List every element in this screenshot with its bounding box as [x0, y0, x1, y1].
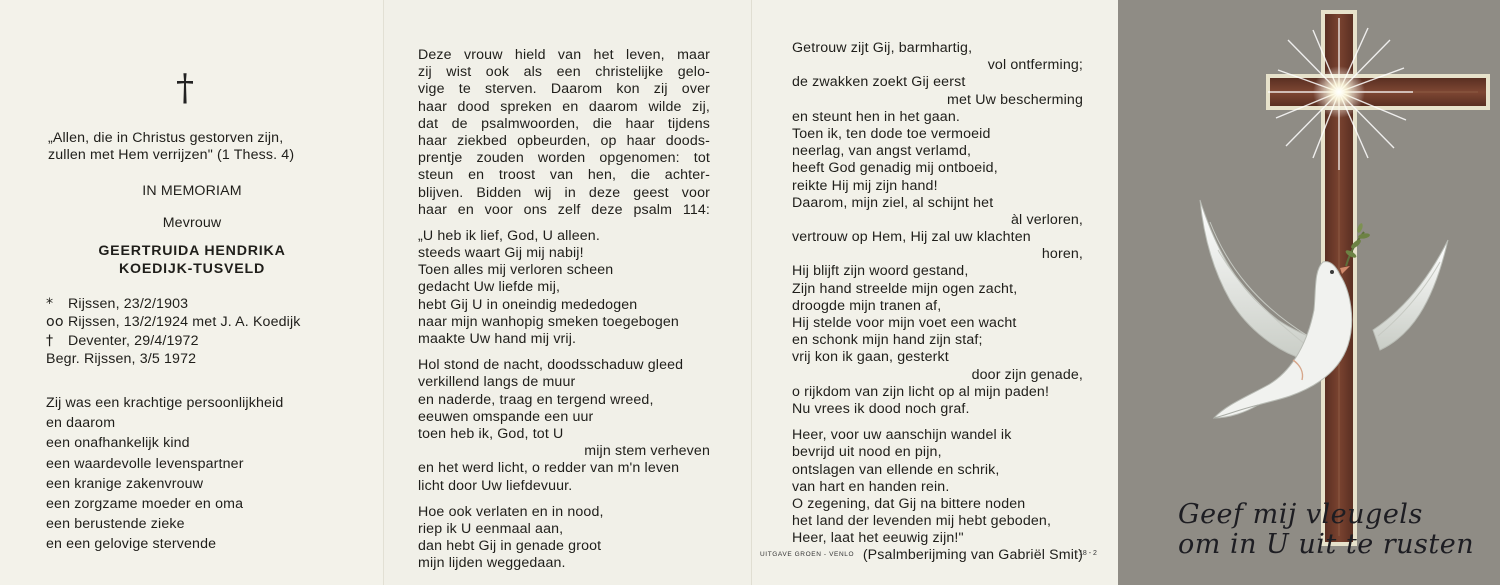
text-line: hebt Gij U in oneindig mededogen [418, 296, 638, 313]
text-line: dan hebt Gij in genade groot [418, 538, 602, 555]
cross-symbol: † [176, 68, 194, 109]
text-line: Hoe ook verlaten en in nood, [418, 503, 604, 520]
cover-caption [1178, 500, 1474, 560]
text-line: steeds waart Gij mij nabij! [418, 245, 584, 262]
text-line: maakte Uw hand mij vrij. [418, 331, 577, 347]
text-line: prentje zouden worden opgenomen: tot [418, 150, 710, 167]
death-date: Deventer, 29/4/1972 [68, 332, 199, 349]
tribute-line: Zij was een krachtige persoonlijkheid [46, 395, 284, 411]
salutation: Mevrouw [162, 215, 222, 231]
text-line: ontslagen van ellende en schrik, [792, 461, 1000, 478]
text-line: haar dood spreken en daarom wilde zij, [418, 98, 710, 115]
text-line: en schonk mijn hand zijn staf; [792, 332, 983, 349]
tribute-text [46, 393, 283, 555]
text-line: Zijn hand streelde mijn ogen zacht, [792, 280, 1018, 297]
text-line: Hol stond de nacht, doodsschaduw gleed [418, 357, 684, 374]
text-line: haar ziekbed opbeurden, op haar doods- [418, 132, 710, 149]
text-line: Heer, voor uw aanschijn wandel ik [792, 427, 1012, 444]
marriage-symbol-icon: oo [46, 314, 64, 331]
text-line: neerlag, van angst verlamd, [792, 143, 972, 160]
text-line: gedacht Uw liefde mij, [418, 279, 561, 296]
text-line: van hart en handen rein. [792, 478, 950, 495]
text-line: bevrijd uit nood en pijn, [792, 444, 942, 461]
tribute-line: een zorgzame moeder en oma [46, 496, 244, 513]
marriage-date: Rijssen, 13/2/1924 met J. A. Koedijk [68, 314, 301, 331]
text-line: eeuwen omspande een uur [418, 408, 594, 425]
light-glow-icon [1313, 66, 1365, 118]
text-line: en naderde, traag en tergend wreed, [418, 391, 654, 408]
text-line: steun en troost van hen, die achter- [418, 167, 710, 184]
publisher-imprint: UITGAVE GROEN - VENLO [760, 551, 855, 558]
cross-and-dove-illustration [1118, 0, 1500, 585]
text-line: Heer, laat het eeuwig zijn!" [792, 530, 964, 547]
text-line: het land der levenden mij hebt geboden, [792, 513, 1052, 530]
text-line: de zwakken zoekt Gij eerst [792, 74, 966, 91]
text-line: verkillend langs de muur [418, 374, 576, 391]
text-line: zij wist ook als een christelijke gelo- [418, 64, 710, 81]
text-line: toen heb ik, God, tot U [418, 425, 564, 442]
tribute-line: en een gelovige stervende [46, 536, 217, 553]
stanza-gap [418, 348, 710, 357]
text-line: en steunt hen in het gaan. [792, 108, 960, 125]
deceased-given-names: GEERTRUIDA HENDRIKA [98, 243, 286, 259]
death-date-row [46, 333, 301, 351]
text-line: haar en voor ons zelf deze psalm 114: [418, 201, 710, 218]
text-line: reikte Hij mij zijn hand! [792, 177, 938, 194]
text-line: Toen ik, ten dode toe vermoeid [792, 125, 991, 142]
text-line: mijn stem verheven [584, 443, 710, 460]
text-line: met Uw bescherming [947, 91, 1083, 108]
text-line: naar mijn wanhopig smeken toegebogen [418, 313, 679, 330]
text-line: O zegening, dat Gij na bittere noden [792, 495, 1026, 512]
memorial-card-cover [1118, 0, 1500, 585]
cross-icon [1266, 10, 1490, 546]
in-memoriam-heading: IN MEMORIAM [142, 183, 242, 199]
text-line: „U heb ik lief, God, U alleen. [418, 227, 600, 244]
text-line: Getrouw zijt Gij, barmhartig, [792, 40, 973, 56]
text-line: vrij kon ik gaan, gesterkt [792, 349, 949, 366]
text-line: dat de psalmwoorden, die haar tijdens [418, 115, 710, 132]
deceased-surname: KOEDIJK-TUSVELD [118, 261, 265, 277]
psalm-text-part-2 [792, 40, 1083, 565]
birth-date-row [46, 296, 301, 314]
caption-line: Geef mij vleugels [1178, 499, 1423, 530]
text-line: Hij stelde voor mijn voet een wacht [792, 315, 1017, 331]
text-line: Hij blijft zijn woord gestand, [792, 263, 969, 280]
memorial-card-left-panel [0, 0, 384, 585]
death-symbol-icon: † [46, 332, 54, 349]
text-line: vol ontferming; [987, 57, 1083, 74]
text-line: droogde mijn tranen af, [792, 297, 942, 314]
tribute-line: een berustende zieke [46, 516, 185, 533]
stanza-gap [418, 495, 710, 504]
tribute-line: een kranige zakenvrouw [46, 475, 204, 492]
bible-quote [48, 130, 368, 164]
tribute-line: en daarom [46, 415, 116, 432]
text-line: licht door Uw liefdevuur. [418, 477, 573, 494]
text-line: àl verloren, [1011, 211, 1083, 228]
burial-date: Begr. Rijssen, 3/5 1972 [46, 351, 197, 368]
text-line: Toen alles mij verloren scheen [418, 262, 614, 279]
stanza-gap [792, 418, 1083, 427]
text-line: door zijn genade, [971, 366, 1083, 383]
memorial-card-psalm-panel-2 [752, 0, 1118, 585]
text-line: Daarom, mijn ziel, al schijnt het [792, 194, 994, 211]
text-line: vige te sterven. Daarom kon zij over [418, 81, 710, 98]
life-dates [46, 296, 301, 370]
quote-line: zullen met Hem verrijzen" (1 Thess. 4) [48, 147, 295, 164]
birth-symbol-icon: * [46, 296, 54, 312]
text-line: riep ik U eenmaal aan, [418, 520, 564, 537]
memorial-card-psalm-panel-1 [384, 0, 752, 585]
stanza-gap [418, 219, 710, 228]
psalm-text-part-1 [418, 47, 710, 572]
marriage-date-row [46, 314, 301, 332]
text-line: o rijkdom van zijn licht op al mijn paden! [792, 383, 1050, 400]
text-line: en het werd licht, o redder van m'n leven [418, 460, 680, 477]
caption-line: om in U uit te rusten [1178, 529, 1475, 560]
print-code: 18 - 2 [1079, 550, 1097, 557]
tribute-line: een waardevolle levenspartner [46, 455, 244, 472]
burial-date-row [46, 351, 301, 369]
text-line: horen, [1041, 246, 1083, 263]
text-line: (Psalmberijming van Gabriël Smit) [862, 547, 1083, 564]
text-line: Deze vrouw hield van het leven, maar [418, 47, 710, 63]
birth-date: Rijssen, 23/2/1903 [68, 296, 189, 312]
text-line: heeft God genadig mij ontboeid, [792, 160, 998, 177]
tribute-line: een onafhankelijk kind [46, 435, 190, 452]
quote-line: „Allen, die in Christus gestorven zijn, [48, 130, 284, 146]
text-line: mijn lijden weggedaan. [418, 555, 566, 572]
text-line: vertrouw op Hem, Hij zal uw klachten [792, 229, 1031, 246]
text-line: Nu vrees ik dood noch graf. [792, 400, 970, 417]
text-line: blijven. Bidden wij in deze geest voor [418, 184, 710, 201]
